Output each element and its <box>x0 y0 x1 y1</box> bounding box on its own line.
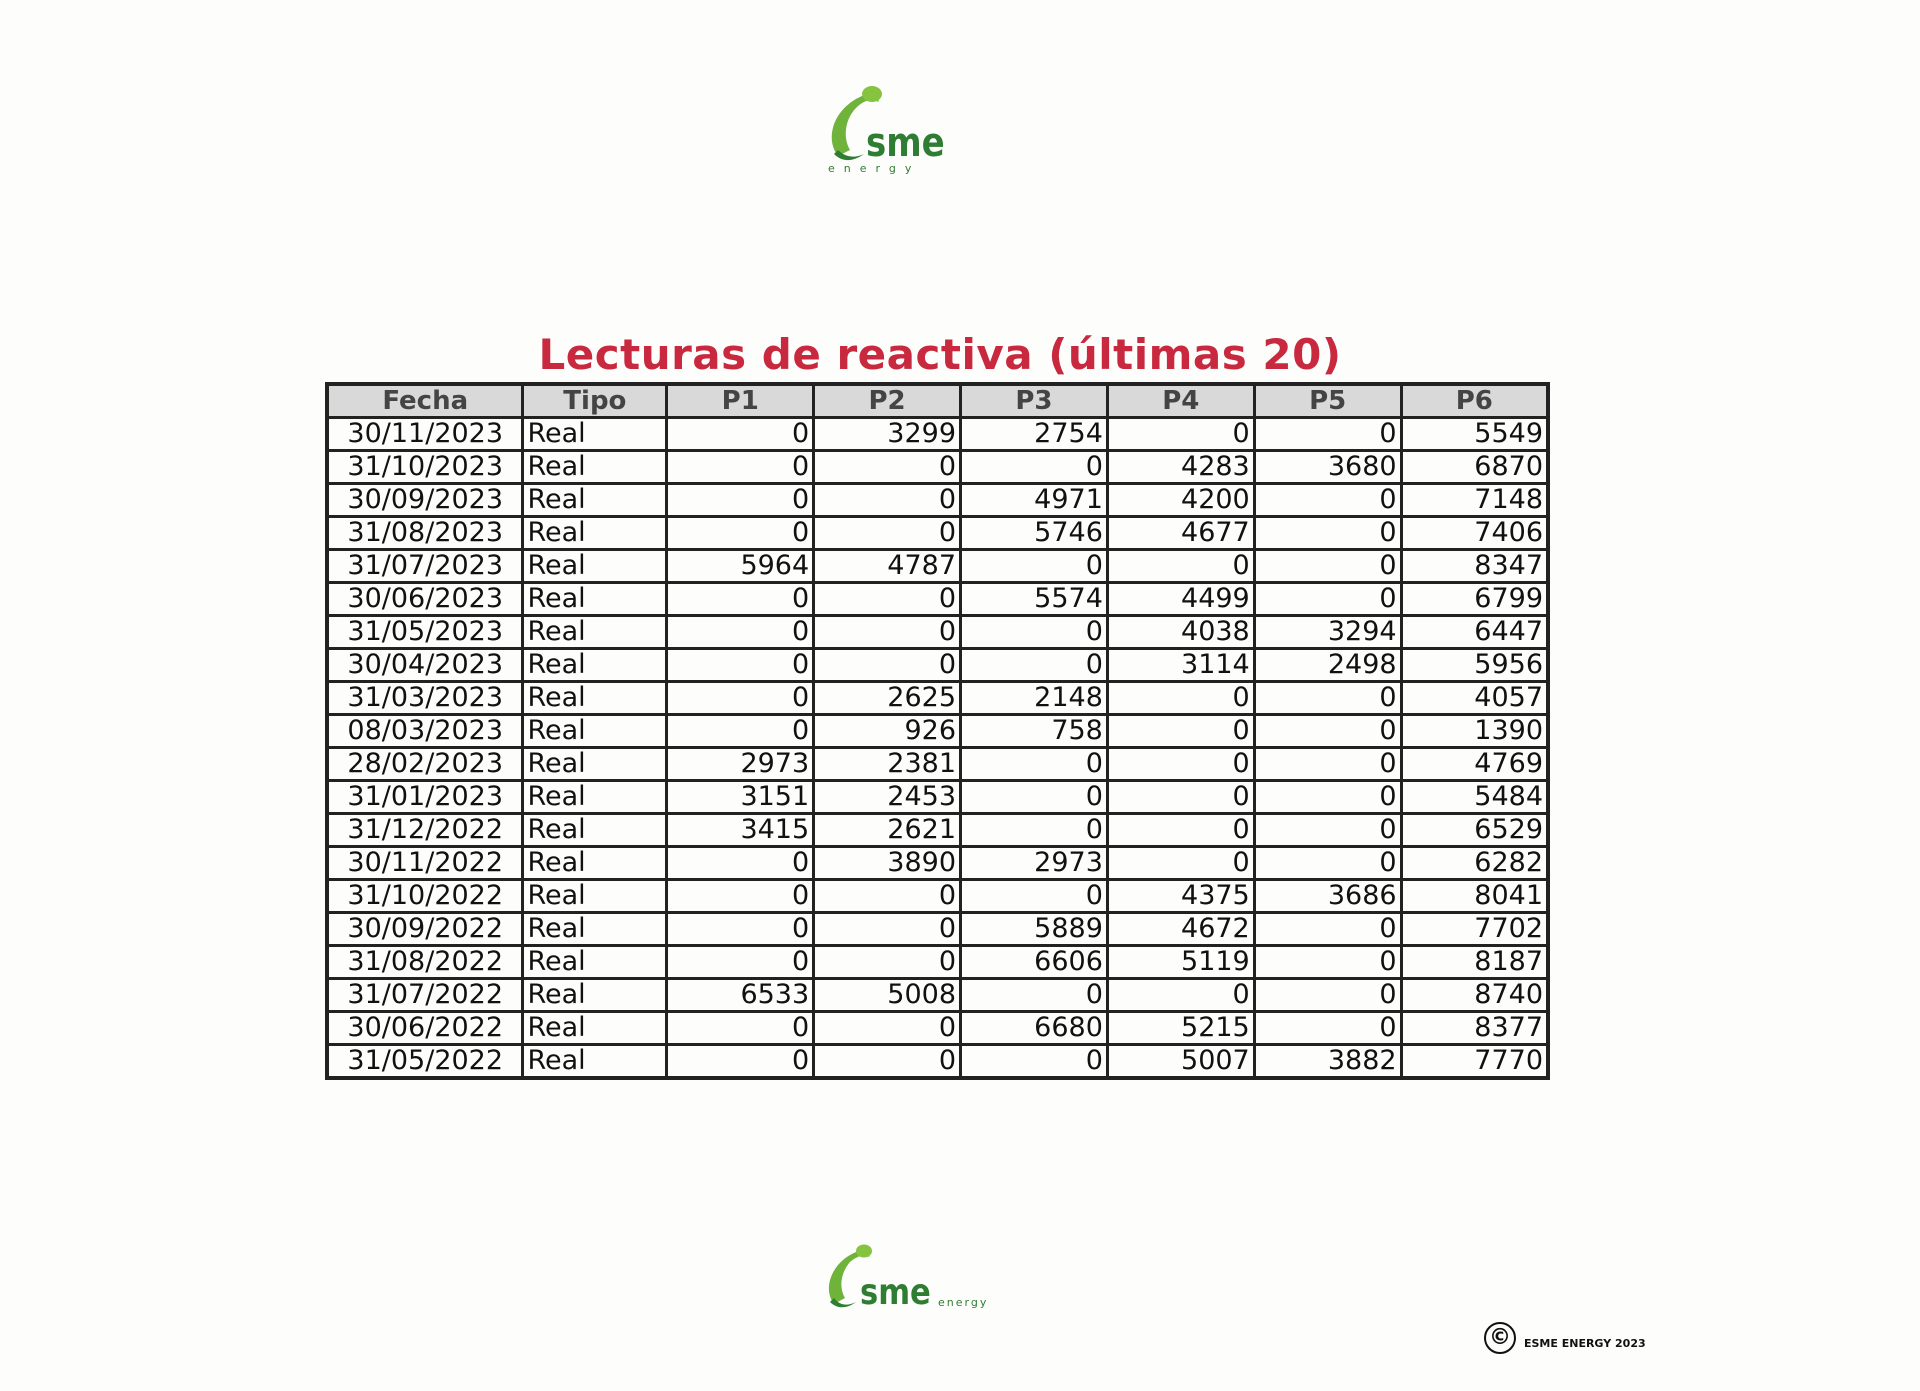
cell-p5: 0 <box>1254 484 1401 517</box>
header-p1: P1 <box>667 384 814 418</box>
cell-p5: 0 <box>1254 583 1401 616</box>
table-row <box>327 616 1548 649</box>
cell-p6: 5484 <box>1401 781 1548 814</box>
logo-brand: sme <box>860 1270 931 1313</box>
cell-p1: 0 <box>667 946 814 979</box>
cell-p2: 0 <box>814 1012 961 1045</box>
cell-p3: 0 <box>961 880 1108 913</box>
cell-p3: 0 <box>961 1045 1108 1079</box>
copyright-text: ESME ENERGY 2023 <box>1524 1336 1646 1350</box>
table-row <box>327 484 1548 517</box>
cell-p6: 7148 <box>1401 484 1548 517</box>
cell-p4: 3114 <box>1107 649 1254 682</box>
table-row <box>327 649 1548 682</box>
cell-tipo: Real <box>523 1012 667 1045</box>
cell-p5: 0 <box>1254 913 1401 946</box>
cell-p1: 2973 <box>667 748 814 781</box>
cell-p4: 4038 <box>1107 616 1254 649</box>
cell-p6: 6870 <box>1401 451 1548 484</box>
cell-fecha: 31/08/2022 <box>327 946 523 979</box>
table-row <box>327 517 1548 550</box>
cell-p6: 7702 <box>1401 913 1548 946</box>
cell-tipo: Real <box>523 418 667 451</box>
table-row <box>327 550 1548 583</box>
cell-fecha: 31/03/2023 <box>327 682 523 715</box>
cell-p3: 5889 <box>961 913 1108 946</box>
cell-p3: 5574 <box>961 583 1108 616</box>
cell-fecha: 31/01/2023 <box>327 781 523 814</box>
cell-p6: 8187 <box>1401 946 1548 979</box>
cell-fecha: 30/06/2022 <box>327 1012 523 1045</box>
cell-fecha: 31/07/2022 <box>327 979 523 1012</box>
cell-p1: 0 <box>667 418 814 451</box>
cell-p4: 0 <box>1107 550 1254 583</box>
cell-p3: 0 <box>961 451 1108 484</box>
cell-p5: 0 <box>1254 814 1401 847</box>
cell-fecha: 31/07/2023 <box>327 550 523 583</box>
table-row <box>327 946 1548 979</box>
cell-p4: 4375 <box>1107 880 1254 913</box>
cell-p1: 0 <box>667 1012 814 1045</box>
cell-p6: 6529 <box>1401 814 1548 847</box>
cell-p4: 0 <box>1107 418 1254 451</box>
cell-tipo: Real <box>523 583 667 616</box>
cell-fecha: 31/10/2022 <box>327 880 523 913</box>
cell-p5: 0 <box>1254 418 1401 451</box>
logo-tagline: energy <box>938 1296 989 1309</box>
cell-p2: 2381 <box>814 748 961 781</box>
cell-p4: 4200 <box>1107 484 1254 517</box>
table-row <box>327 781 1548 814</box>
cell-p3: 0 <box>961 748 1108 781</box>
header-p2: P2 <box>814 384 961 418</box>
cell-fecha: 30/09/2022 <box>327 913 523 946</box>
table-row <box>327 1012 1548 1045</box>
cell-p6: 6282 <box>1401 847 1548 880</box>
cell-p1: 0 <box>667 913 814 946</box>
cell-p3: 6680 <box>961 1012 1108 1045</box>
cell-p6: 4057 <box>1401 682 1548 715</box>
cell-p2: 926 <box>814 715 961 748</box>
cell-p2: 2625 <box>814 682 961 715</box>
cell-fecha: 31/10/2023 <box>327 451 523 484</box>
cell-p1: 0 <box>667 715 814 748</box>
cell-tipo: Real <box>523 682 667 715</box>
esme-energy-logo-top <box>820 78 960 178</box>
cell-tipo: Real <box>523 550 667 583</box>
cell-p1: 0 <box>667 517 814 550</box>
cell-p6: 8740 <box>1401 979 1548 1012</box>
cell-p2: 0 <box>814 1045 961 1079</box>
cell-tipo: Real <box>523 649 667 682</box>
cell-fecha: 31/05/2023 <box>327 616 523 649</box>
cell-p3: 0 <box>961 814 1108 847</box>
table-row <box>327 715 1548 748</box>
cell-p3: 2148 <box>961 682 1108 715</box>
cell-p1: 5964 <box>667 550 814 583</box>
cell-tipo: Real <box>523 451 667 484</box>
logo-swoosh-icon <box>834 150 864 160</box>
cell-p2: 0 <box>814 946 961 979</box>
cell-p4: 0 <box>1107 979 1254 1012</box>
cell-tipo: Real <box>523 781 667 814</box>
cell-p1: 0 <box>667 451 814 484</box>
cell-tipo: Real <box>523 484 667 517</box>
cell-p4: 0 <box>1107 781 1254 814</box>
cell-p6: 5956 <box>1401 649 1548 682</box>
table-header-row <box>327 384 1548 418</box>
table-row <box>327 418 1548 451</box>
cell-p4: 5007 <box>1107 1045 1254 1079</box>
cell-p2: 2453 <box>814 781 961 814</box>
cell-p2: 3299 <box>814 418 961 451</box>
cell-tipo: Real <box>523 979 667 1012</box>
cell-p5: 0 <box>1254 517 1401 550</box>
cell-p1: 0 <box>667 616 814 649</box>
cell-tipo: Real <box>523 517 667 550</box>
cell-tipo: Real <box>523 616 667 649</box>
cell-p2: 0 <box>814 583 961 616</box>
cell-p2: 3890 <box>814 847 961 880</box>
cell-p4: 0 <box>1107 715 1254 748</box>
page-title: Lecturas de reactiva (últimas 20) <box>538 330 1342 379</box>
cell-p6: 7406 <box>1401 517 1548 550</box>
cell-p6: 1390 <box>1401 715 1548 748</box>
cell-p6: 5549 <box>1401 418 1548 451</box>
table-row <box>327 1045 1548 1079</box>
cell-p1: 0 <box>667 583 814 616</box>
cell-p1: 0 <box>667 682 814 715</box>
cell-p2: 0 <box>814 880 961 913</box>
cell-p4: 4677 <box>1107 517 1254 550</box>
cell-p3: 0 <box>961 781 1108 814</box>
copyright-notice <box>1484 1322 1646 1354</box>
header-p3: P3 <box>961 384 1108 418</box>
cell-p5: 0 <box>1254 847 1401 880</box>
logo-brand: sme <box>866 119 945 166</box>
cell-p1: 0 <box>667 847 814 880</box>
cell-fecha: 28/02/2023 <box>327 748 523 781</box>
logo-drop-icon <box>862 86 882 102</box>
logo-swoosh-icon <box>830 1298 856 1307</box>
cell-tipo: Real <box>523 814 667 847</box>
cell-fecha: 30/09/2023 <box>327 484 523 517</box>
cell-p6: 8347 <box>1401 550 1548 583</box>
cell-tipo: Real <box>523 880 667 913</box>
cell-p2: 5008 <box>814 979 961 1012</box>
cell-p1: 6533 <box>667 979 814 1012</box>
cell-fecha: 31/12/2022 <box>327 814 523 847</box>
cell-p2: 0 <box>814 517 961 550</box>
cell-p2: 2621 <box>814 814 961 847</box>
cell-p5: 0 <box>1254 715 1401 748</box>
cell-p4: 0 <box>1107 682 1254 715</box>
cell-p3: 2754 <box>961 418 1108 451</box>
cell-p4: 0 <box>1107 847 1254 880</box>
cell-p1: 0 <box>667 649 814 682</box>
cell-p5: 0 <box>1254 781 1401 814</box>
cell-tipo: Real <box>523 748 667 781</box>
cell-fecha: 30/11/2022 <box>327 847 523 880</box>
cell-p3: 758 <box>961 715 1108 748</box>
cell-fecha: 08/03/2023 <box>327 715 523 748</box>
cell-p6: 8377 <box>1401 1012 1548 1045</box>
cell-p5: 3294 <box>1254 616 1401 649</box>
cell-p4: 4672 <box>1107 913 1254 946</box>
logo-drop-icon <box>856 1245 872 1258</box>
cell-p1: 3415 <box>667 814 814 847</box>
table-row <box>327 979 1548 1012</box>
table-row <box>327 682 1548 715</box>
cell-p4: 0 <box>1107 814 1254 847</box>
cell-fecha: 31/08/2023 <box>327 517 523 550</box>
cell-p3: 0 <box>961 649 1108 682</box>
cell-p5: 3686 <box>1254 880 1401 913</box>
header-p4: P4 <box>1107 384 1254 418</box>
header-p5: P5 <box>1254 384 1401 418</box>
cell-p5: 0 <box>1254 682 1401 715</box>
cell-fecha: 30/04/2023 <box>327 649 523 682</box>
cell-p4: 0 <box>1107 748 1254 781</box>
table-row <box>327 814 1548 847</box>
reactive-readings-table <box>325 382 1550 1080</box>
copyright-icon: © <box>1484 1322 1516 1354</box>
cell-p3: 4971 <box>961 484 1108 517</box>
header-fecha: Fecha <box>327 384 523 418</box>
cell-p1: 0 <box>667 484 814 517</box>
cell-p2: 0 <box>814 484 961 517</box>
logo-tagline: energy <box>828 162 921 175</box>
cell-p4: 5119 <box>1107 946 1254 979</box>
cell-fecha: 31/05/2022 <box>327 1045 523 1079</box>
cell-p3: 2973 <box>961 847 1108 880</box>
cell-p3: 0 <box>961 979 1108 1012</box>
cell-p2: 0 <box>814 913 961 946</box>
table-row <box>327 847 1548 880</box>
cell-p5: 0 <box>1254 1012 1401 1045</box>
cell-p4: 4499 <box>1107 583 1254 616</box>
esme-energy-logo-bottom <box>820 1240 1020 1320</box>
cell-p3: 6606 <box>961 946 1108 979</box>
table-row <box>327 451 1548 484</box>
cell-fecha: 30/11/2023 <box>327 418 523 451</box>
cell-p2: 0 <box>814 616 961 649</box>
cell-p2: 4787 <box>814 550 961 583</box>
cell-p2: 0 <box>814 649 961 682</box>
table-row <box>327 913 1548 946</box>
cell-tipo: Real <box>523 913 667 946</box>
cell-p4: 5215 <box>1107 1012 1254 1045</box>
cell-fecha: 30/06/2023 <box>327 583 523 616</box>
cell-tipo: Real <box>523 715 667 748</box>
cell-tipo: Real <box>523 847 667 880</box>
cell-p5: 2498 <box>1254 649 1401 682</box>
table-row <box>327 583 1548 616</box>
cell-p6: 6799 <box>1401 583 1548 616</box>
header-tipo: Tipo <box>523 384 667 418</box>
cell-p6: 7770 <box>1401 1045 1548 1079</box>
table-row <box>327 748 1548 781</box>
cell-p5: 0 <box>1254 748 1401 781</box>
header-p6: P6 <box>1401 384 1548 418</box>
cell-p4: 4283 <box>1107 451 1254 484</box>
cell-p1: 3151 <box>667 781 814 814</box>
cell-p5: 0 <box>1254 550 1401 583</box>
cell-p5: 0 <box>1254 946 1401 979</box>
cell-p3: 0 <box>961 550 1108 583</box>
cell-p2: 0 <box>814 451 961 484</box>
cell-p6: 8041 <box>1401 880 1548 913</box>
cell-p5: 3680 <box>1254 451 1401 484</box>
cell-p6: 6447 <box>1401 616 1548 649</box>
cell-p1: 0 <box>667 1045 814 1079</box>
cell-tipo: Real <box>523 946 667 979</box>
cell-p3: 5746 <box>961 517 1108 550</box>
table-row <box>327 880 1548 913</box>
cell-tipo: Real <box>523 1045 667 1079</box>
cell-p1: 0 <box>667 880 814 913</box>
cell-p5: 0 <box>1254 979 1401 1012</box>
cell-p5: 3882 <box>1254 1045 1401 1079</box>
cell-p6: 4769 <box>1401 748 1548 781</box>
cell-p3: 0 <box>961 616 1108 649</box>
